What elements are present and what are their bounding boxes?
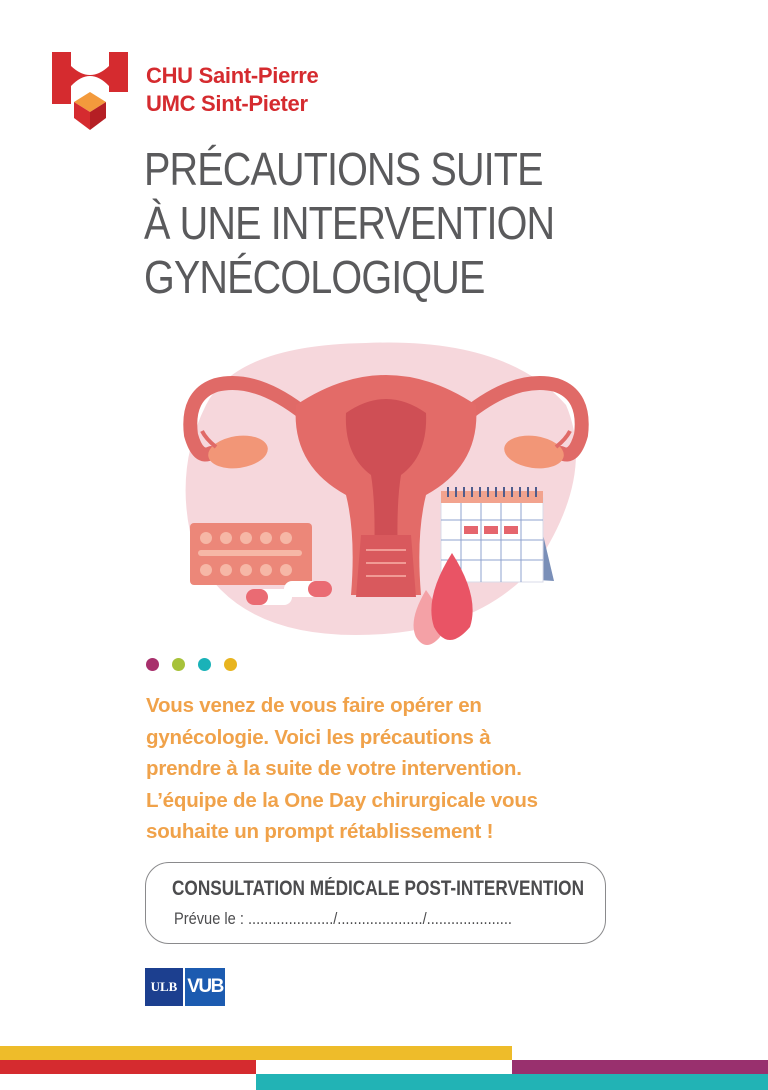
page-title [144,142,554,304]
consultation-box [145,862,606,944]
stripe-purple [512,1060,768,1074]
consultation-date-field[interactable]: Prévue le : ...................../...................../..................... [174,909,512,928]
dot-green [172,658,185,671]
intro-line: L’équipe de la One Day chirurgicale vous [146,788,538,812]
stripe-red [0,1060,256,1074]
intro-line: gynécologie. Voici les précautions à [146,725,491,749]
dot-yellow [224,658,237,671]
dot-purple [146,658,159,671]
intro-line: Vous venez de vous faire opérer en [146,694,482,717]
partner-logos [145,968,225,1006]
chu-saint-pierre-logo-icon [52,52,128,130]
intro-text [146,690,626,848]
vub-logo: VUB [185,968,225,1006]
stripe-yellow [0,1046,512,1060]
gynecology-illustration [176,335,596,655]
dot-teal [198,658,211,671]
brand-name [146,62,318,118]
brand-line-fr: CHU Saint-Pierre [146,63,319,88]
title-line-1: PRÉCAUTIONS SUITE [144,143,543,195]
intro-line: souhaite un prompt rétablissement ! [146,820,494,843]
title-line-2: À UNE INTERVENTION [144,197,555,249]
title-line-3: GYNÉCOLOGIQUE [144,251,485,303]
brand-line-nl: UMC Sint-Pieter [146,91,308,116]
decorative-dots [146,658,237,671]
consultation-title: CONSULTATION MÉDICALE POST-INTERVENTION [172,877,585,900]
pill-blister-icon [190,523,312,585]
ulb-logo: ULB [145,968,183,1006]
stripe-teal [256,1074,768,1090]
intro-line: prendre à la suite de votre intervention. [146,757,522,780]
